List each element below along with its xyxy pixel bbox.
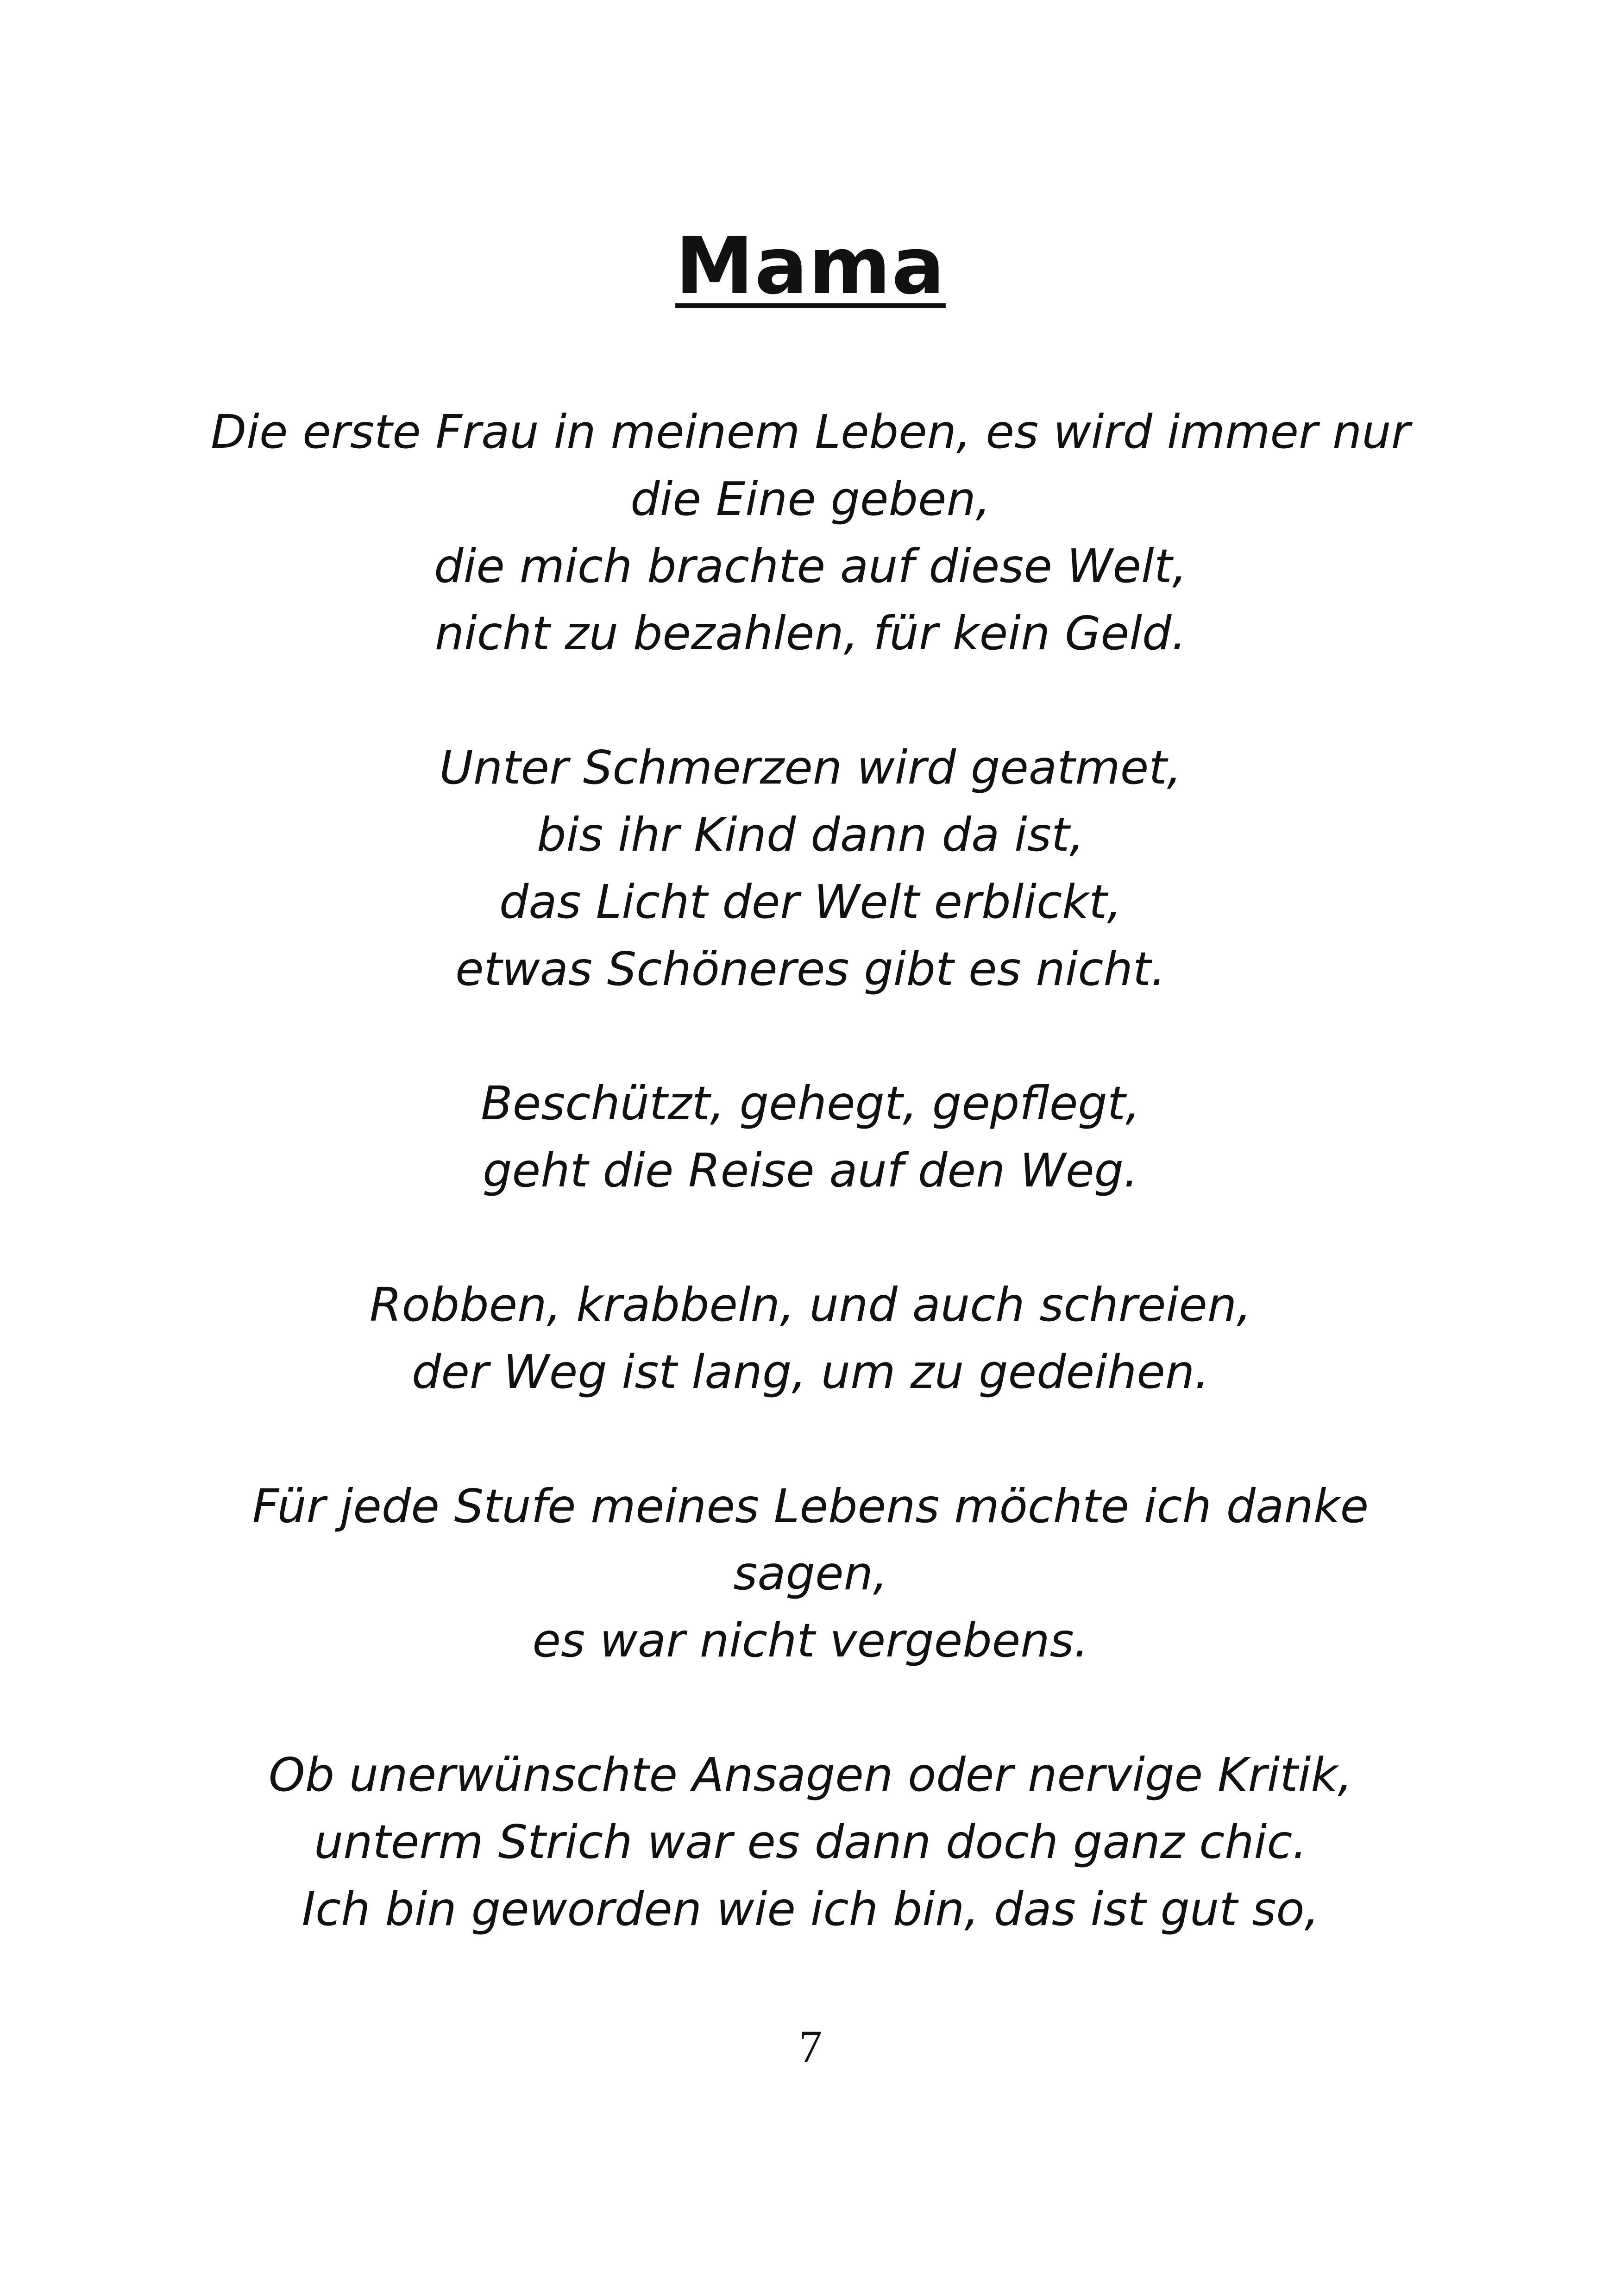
poem-title — [0, 218, 1621, 315]
poem-line: Für jede Stufe meines Lebens möchte ich danke — [252, 1479, 1369, 1533]
poem-line: Beschützt, gehegt, gepflegt, — [481, 1076, 1140, 1130]
poem-line: der Weg ist lang, um zu gedeihen. — [411, 1345, 1210, 1399]
poem-line: geht die Reise auf den Weg. — [483, 1143, 1138, 1198]
poem-line: bis ihr Kind dann da ist, — [537, 808, 1084, 862]
stanza-3 — [185, 1070, 1436, 1204]
poem-line: etwas Schöneres gibt es nicht. — [455, 942, 1166, 996]
poem-line: die Eine geben, — [630, 472, 991, 526]
poem-line: Ob unerwünschte Ansagen oder nervige Kritik, — [268, 1748, 1353, 1802]
poem-line: Unter Schmerzen wird geatmet, — [439, 740, 1182, 795]
poem-line: das Licht der Welt erblickt, — [499, 875, 1122, 929]
page-number: 7 — [799, 2021, 822, 2072]
poem-line: sagen, — [733, 1546, 888, 1600]
stanza-6 — [185, 1741, 1436, 1943]
poem-body — [185, 398, 1436, 2010]
poem-line: die mich brachte auf diese Welt, — [434, 539, 1187, 593]
stanza-2 — [185, 734, 1436, 1003]
poem-line: nicht zu bezahlen, für kein Geld. — [434, 606, 1187, 660]
poem-line: es war nicht vergebens. — [532, 1613, 1089, 1668]
poem-line: Ich bin geworden wie ich bin, das ist gut so, — [302, 1882, 1319, 1936]
stanza-1 — [185, 398, 1436, 667]
poem-line: Robben, krabbeln, und auch schreien, — [369, 1278, 1251, 1332]
poem-title-text: Mama — [675, 220, 946, 312]
poem-line: unterm Strich war es dann doch ganz chic. — [314, 1815, 1307, 1869]
poem-line: Die erste Frau in meinem Leben, es wird immer nur — [211, 405, 1410, 459]
stanza-5 — [185, 1473, 1436, 1674]
stanza-4 — [185, 1271, 1436, 1405]
